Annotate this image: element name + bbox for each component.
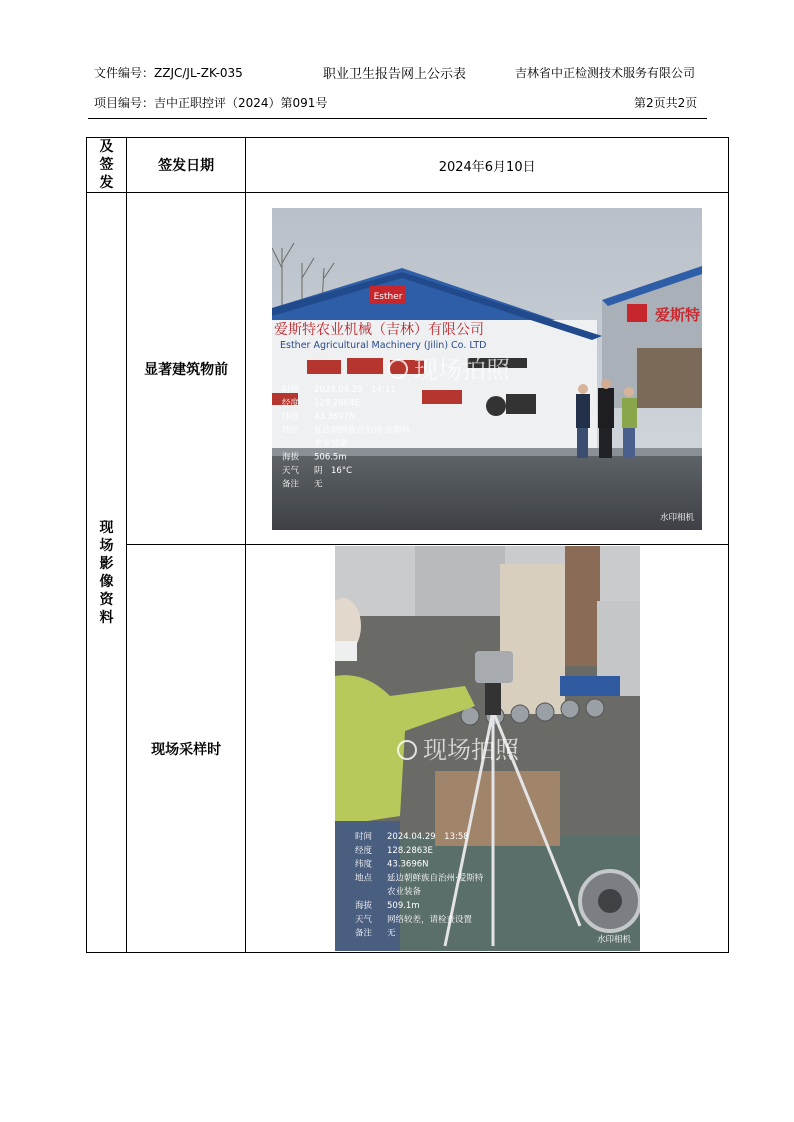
esther-sign-text: Esther bbox=[373, 291, 403, 302]
company-cn-sign: 爱斯特农业机械（吉林）有限公司 bbox=[274, 321, 485, 338]
photo1-label: 显著建筑物前 bbox=[126, 193, 245, 545]
overlay-key: 时间 bbox=[282, 384, 300, 395]
building-photo-svg bbox=[272, 208, 702, 530]
document-title: 职业卫生报告网上公示表 bbox=[323, 67, 467, 82]
overlay-value: 农业装备 bbox=[314, 438, 349, 449]
overlay-key: 经度 bbox=[354, 845, 372, 856]
sampling-photo bbox=[335, 546, 640, 951]
overlay-key: 纬度 bbox=[282, 411, 300, 422]
sign-date-value: 2024年6月10日 bbox=[246, 138, 729, 193]
overlay-key: 海拔 bbox=[354, 901, 372, 911]
photo2-cell bbox=[246, 545, 729, 953]
header-rule bbox=[88, 118, 707, 119]
report-table bbox=[86, 137, 729, 953]
photo2-camera-tag: 水印相机 bbox=[596, 935, 631, 945]
sign-side-label: 及签发 bbox=[99, 139, 114, 191]
overlay-key: 备注 bbox=[282, 479, 300, 489]
overlay-key: 经度 bbox=[282, 398, 300, 408]
overlay-value: 农业装备 bbox=[386, 887, 421, 898]
overlay-key: 时间 bbox=[354, 832, 372, 842]
photo-row-1 bbox=[87, 193, 729, 545]
overlay-value: 延边朝鲜族自治州·爱斯特 bbox=[314, 425, 411, 435]
page-indicator: 第2页共2页 bbox=[634, 96, 698, 110]
overlay-value: 网络较差，请检查设置 bbox=[386, 914, 472, 925]
side-label-cell bbox=[87, 193, 127, 953]
overlay-key: 地点 bbox=[282, 425, 300, 435]
doc-number: 文件编号：ZZJC/JL-ZK-035 bbox=[94, 66, 243, 80]
overlay-value: 无 bbox=[386, 928, 396, 939]
side-building-sign: 爱斯特 bbox=[655, 305, 701, 324]
overlay-key: 备注 bbox=[354, 928, 372, 939]
overlay-value: 509.1m bbox=[386, 901, 420, 911]
photo-row-2 bbox=[87, 545, 729, 953]
photo1-watermark: 现场拍照 bbox=[414, 355, 511, 384]
overlay-value: 2024.04.29 13:58 bbox=[386, 832, 469, 842]
overlay-value: 43.3697N bbox=[314, 411, 356, 422]
overlay-key: 地点 bbox=[354, 873, 372, 884]
wet-ground bbox=[272, 452, 702, 530]
photo2-watermark: 现场拍照 bbox=[422, 736, 519, 764]
sign-side-cell bbox=[87, 138, 127, 193]
overlay-value: 128.2864E bbox=[314, 398, 361, 408]
project-number: 项目编号：吉中正职控评（2024）第091号 bbox=[94, 96, 328, 110]
sign-date-row bbox=[87, 138, 729, 193]
overlay-key: 纬度 bbox=[354, 859, 372, 870]
side-label: 现场影像资料 bbox=[99, 519, 114, 626]
overlay-value: 2024.04.29 14:11 bbox=[314, 384, 396, 395]
company-en-sign: Esther Agricultural Machinery (Jilin) Co. LTD bbox=[280, 339, 487, 351]
overlay-value: 43.3696N bbox=[386, 859, 429, 870]
building-photo bbox=[272, 208, 702, 530]
people bbox=[576, 379, 637, 458]
sampling-device bbox=[475, 651, 513, 683]
overlay-key: 天气 bbox=[282, 465, 300, 476]
company-name: 吉林省中正检测技术服务有限公司 bbox=[515, 66, 696, 80]
sign-date-label: 签发日期 bbox=[126, 138, 245, 193]
sampling-photo-svg bbox=[335, 546, 640, 951]
photo1-camera-tag: 水印相机 bbox=[660, 512, 695, 523]
overlay-value: 506.5m bbox=[314, 452, 347, 462]
overlay-value: 无 bbox=[314, 479, 323, 489]
photo2-label: 现场采样时 bbox=[126, 545, 245, 953]
photo1-cell bbox=[246, 193, 729, 545]
overlay-key: 天气 bbox=[354, 914, 372, 925]
overlay-value: 128.2863E bbox=[386, 845, 433, 856]
overlay-key: 海拔 bbox=[282, 452, 300, 462]
overlay-value: 延边朝鲜族自治州·爱斯特 bbox=[386, 873, 483, 884]
overlay-value: 阴 16°C bbox=[314, 465, 353, 476]
